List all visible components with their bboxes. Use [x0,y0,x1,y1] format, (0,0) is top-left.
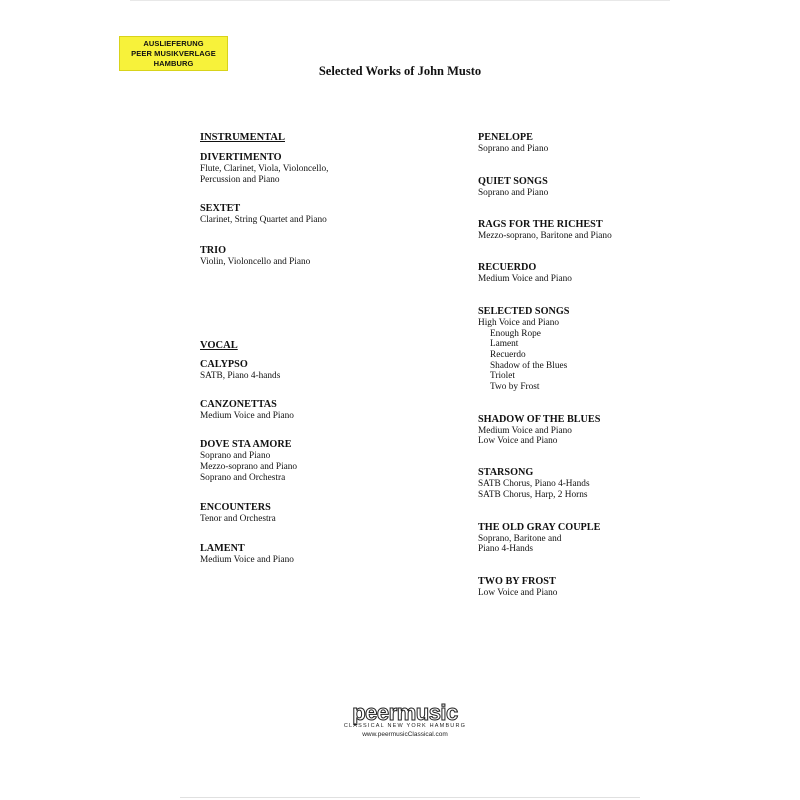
work-instrumentation: SATB, Piano 4-hands [200,370,281,381]
work-entry [200,543,460,566]
work-title: DIVERTIMENTO [200,152,282,163]
work-title: RAGS FOR THE RICHEST [478,219,603,231]
work-title: CANZONETTAS [200,398,277,410]
page-bottom-edge [180,797,640,798]
work-entry [478,219,738,242]
work-instrumentation: Clarinet, String Quartet and Piano [200,215,327,226]
work-title: STARSONG [478,467,534,479]
song-list-item: Enough Rope [490,328,541,339]
song-list-item: Lament [490,339,519,350]
work-title: PENELOPE [478,132,533,143]
work-entry [478,414,738,447]
work-instrumentation: Low Voice and Piano [478,436,558,447]
work-title: RECUERDO [478,262,537,274]
work-entry [200,439,460,483]
work-instrumentation: High Voice and Piano [478,317,559,328]
work-entry [200,152,460,185]
work-instrumentation: Piano 4-Hands [478,544,534,555]
work-title: SELECTED SONGS [478,305,570,317]
work-entry [200,399,460,422]
work-entry [478,262,738,285]
work-entry [200,502,460,525]
publisher-tagline: CLASSICAL NEW YORK HAMBURG [343,723,467,729]
work-entry [478,522,738,555]
right-column [478,132,738,599]
work-entry [478,576,738,599]
work-instrumentation: Mezzo-soprano and Piano [200,461,298,472]
work-instrumentation: Violin, Violoncello and Piano [200,257,311,268]
work-title: LAMENT [200,543,245,555]
work-instrumentation: Flute, Clarinet, Viola, Violoncello, [200,164,329,174]
page-top-edge [130,0,670,1]
publisher-website: www.peermusicClassical.com [362,731,448,738]
sticker-line: HAMBURG [153,58,194,68]
song-list-item: Two by Frost [490,382,540,393]
work-title: CALYPSO [200,358,248,370]
section-heading-vocal: VOCAL [200,339,238,351]
work-title: QUIET SONGS [478,175,548,187]
work-instrumentation: Tenor and Orchestra [200,514,276,525]
work-title: SHADOW OF THE BLUES [478,413,601,425]
work-title: DOVE STA AMORE [200,439,292,451]
work-title: SEXTET [200,203,241,215]
publisher-logo [340,700,470,739]
work-title: THE OLD GRAY COUPLE [478,521,601,533]
work-entry [200,359,460,382]
work-entry [478,467,738,500]
work-instrumentation: SATB Chorus, Piano 4-Hands [478,479,590,490]
work-entry [200,203,460,226]
work-instrumentation: Percussion and Piano [200,174,280,185]
work-instrumentation: SATB Chorus, Harp, 2 Horns [478,489,588,500]
page-title: Selected Works of John Musto [318,64,482,78]
work-instrumentation: Soprano and Orchestra [200,472,286,483]
publisher-logo-wordmark: peermusic [352,700,458,725]
work-entry [478,306,738,393]
section-heading-instrumental: INSTRUMENTAL [200,132,285,143]
work-title: TWO BY FROST [478,575,556,587]
work-title: ENCOUNTERS [200,502,271,514]
left-column [200,132,460,566]
work-instrumentation: Soprano and Piano [478,144,549,154]
work-entry [478,132,738,155]
work-instrumentation: Medium Voice and Piano [200,555,294,566]
song-list-item: Recuerdo [490,349,526,360]
work-entry [478,176,738,199]
sticker-line: AUSLIEFERUNG [143,38,204,48]
work-instrumentation: Soprano and Piano [478,187,549,198]
work-instrumentation: Mezzo-soprano, Baritone and Piano [478,231,612,242]
work-instrumentation: Medium Voice and Piano [478,274,572,285]
work-instrumentation: Soprano, Baritone and [478,533,562,544]
work-instrumentation: Soprano and Piano [200,451,271,462]
sticker-line: PEER MUSIKVERLAGE [131,48,216,58]
work-instrumentation: Medium Voice and Piano [200,410,294,421]
work-title: TRIO [200,245,227,257]
work-instrumentation: Medium Voice and Piano [478,425,572,436]
song-list-item: Shadow of the Blues [490,360,568,371]
song-list-item: Triolet [490,371,515,382]
work-instrumentation: Low Voice and Piano [478,587,558,598]
work-entry [200,245,460,268]
